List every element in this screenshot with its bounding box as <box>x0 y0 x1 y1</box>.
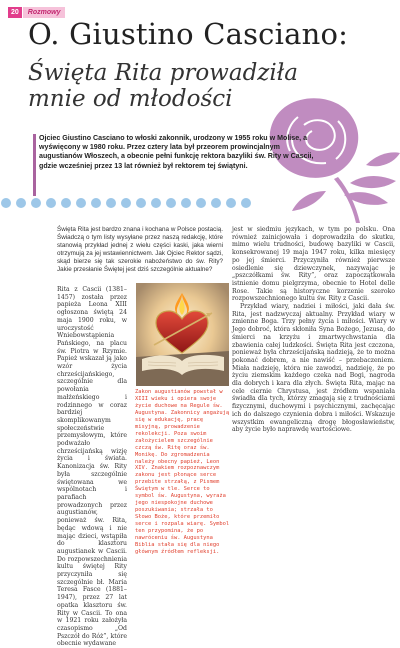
interview-question: Święta Rita jest bardzo znana i kochana w Polsce postacią. Świadczą o tym listy wysyłane przez naszą redakcję, które stanowią przykład jednej z wielu części kaski, jaka wierni otrzymują za jej wstawiennictwem. Jak Ojciec Rektor sądzi, skąd bierze się tak szerokie nabożeństwo do św. Rity? Jakie przesłanie Świętej jest dziś szczególnie aktualne? <box>57 226 223 273</box>
article-subtitle: Święta Rita prowadziła mnie od młodości <box>28 60 298 112</box>
lead-bar-decoration <box>33 134 36 196</box>
right-column-text-2: Przykład wiary, nadziei i miłości, jaki dała św. Rita, jest nadzwyczaj aktualny. Przykład wiary w zmienne Boga. Trzy pełny życia i miłości. Wiary w Jego dobroć, która skłoniła Syna Bożego, Jezusa, do śmierci na krzyżu i zmartwychwstania dla zbawienia całej ludzkości. Święta Rita jest czczona, ponieważ była chrześcijańską nadzieją, że to można pokonać dobrem, a nie nawiść – przebaczeniem. Miała nadzieję, która nie zawodzi, nadzieję, że po życiu ziemskim każdego czeka nad Bogi, nagroda dla dobrych i kara dla złych. Święta Rita, mając na cele ciernie Chrystusa, jest źródłem wspaniała świadła dla tych, którzy zmagają się z trudnościami fizycznymi, duchowymi i psychicznymi, zachęcając ich do dalszego czynienia dobra i miłości. Wskazuje wszystkim ewangeliczną drogę błogosławieństw, aby życie było naprawdę wartościowe. <box>232 303 395 434</box>
right-column-text-1: jest w siedmiu językach, w tym po polsku. Ona również zainicjowała i doprowadziła do skutku, mimo wielu trudności, budowę bazyliki w Cascii, konsekrowanej 19 maja 1947 roku, kilka miesięcy po jej śmierci. Przyczyniła również pierwsze osiedlenie się dziewczynek, nazywając je „pszczółkami św. Rity”, oraz zapoczątkowała istnienie domu pielgrzyma, obecnie to Hotel delle Rose. Takie są historyczne korzenie szeroko rozpowszechnionego kultu św. Rity z Cascii. <box>232 226 395 303</box>
dots-divider <box>0 197 270 209</box>
left-column <box>57 286 127 648</box>
left-column-text: Rita z Cascii (1381–1457) została przez papieża Leona XIII ogłoszona świętą 24 maja 1900 roku, w uroczystość Wniebowstąpienia Pańskiego, na placu św. Piotra w Rzymie. Papież wskazał ją jako wzór życia chrześcijańskiego, szczególnie dla powołania małżeńskiego i rodzinnego w coraz bardziej skomplikowanym społeczeństwie przemysłowym, które podważało chrześcijańską wizję życia i świata. Kanonizacja św. Rity była szczególnie świętowana we wspólnotach i parafiach prowadzonych przez augustianów, ponieważ św. Rita, będąc wdową i nie mając dzieci, wstąpiła do klasztoru augustianek w Cascii. Do rozpowszechnienia kultu świętej Rity przyczyniła się szczególnie bł. Maria Teresa Fasce (1881–1947), przez 27 lat opatka klasztoru św. Rity w Cascii. To ona w 1921 roku założyła czasopismo „Od Pszczół do Róż”, które obecnie wydawane <box>57 286 127 648</box>
lead-text: Ojciec Giustino Casciano to włoski zakonnik, urodzony w 1955 roku w Molise, a wyświęcony w 1980 roku. Przez cztery lata był przeorem prowincjalnym augustianów Włoszech, a obecnie pełni funkcję rektora bazyliki św. Rity w Cascii, gdzie wcześniej przez 13 lat również był rektorem tej świątyni. <box>39 134 314 170</box>
article-title: O. Giustino Casciano: <box>28 17 349 51</box>
lead-paragraph <box>39 134 321 171</box>
photo-caption: Zakon augustianów powstał w XIII wieku i opiera swoje życie duchowe na Regule św. Augustyna. Zakonnicy angażują się w edukację, pracę misyjną, prowadzenie rekolekcji. Poza swoim założycielem szczególnie czczą św. Ritę oraz św. Monikę. Do zgromadzenia należy obecny papież, Leon XIV. Znakiem rozpoznawczym zakonu jest płonące serce przebite strzałą, z Pismem Świętym w tle. Serce to symbol św. Augustyna, wyraża jego niespokojne duchowe poszukiwania; strzała to Słowo Boże, które przemiło serce i rozpala wiarę. Symbol ten przypomina, że po nawróceniu św. Augustyna Biblia stała się dla niego głównym źródłem refleksji. <box>135 389 230 555</box>
sacred-heart-image <box>136 283 229 386</box>
page-number: 20 <box>8 7 22 18</box>
right-column <box>232 226 395 434</box>
section-label: Rozmowy <box>23 7 66 18</box>
sacred-heart-icon <box>136 283 229 386</box>
